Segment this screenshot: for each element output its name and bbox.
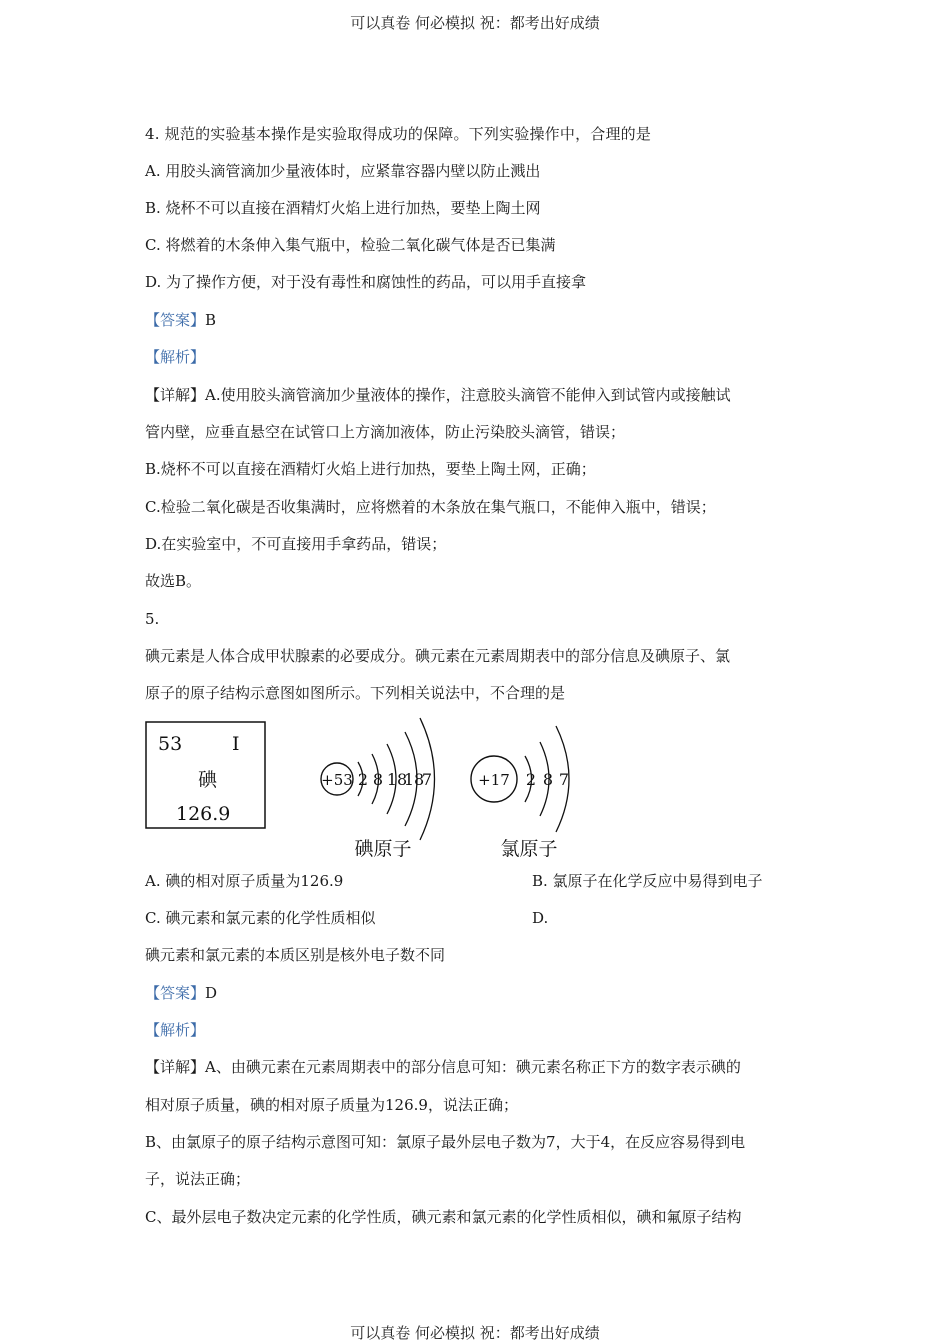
q4-stem: 4. 规范的实验基本操作是实验取得成功的保障。下列实验操作中，合理的是	[145, 125, 652, 143]
q4-option-c: C. 将燃着的木条伸入集气瓶中，检验二氧化碳气体是否已集满	[145, 236, 556, 254]
element-atomic-number: 53	[158, 733, 183, 755]
q5-detail-line-3: B、由氯原子的原子结构示意图可知：氯原子最外层电子数为7，大于4，在反应容易得到电	[145, 1133, 746, 1151]
q5-option-b: B. 氯原子在化学反应中易得到电子	[532, 872, 763, 890]
chlorine-caption: 氯原子	[500, 838, 558, 860]
q4-analysis-tag: 【解析】	[145, 348, 206, 366]
q5-answer-value: D	[205, 984, 218, 1002]
q4-answer	[145, 310, 216, 330]
q4-analysis	[145, 347, 205, 367]
q5-stem-line-2: 原子的原子结构示意图如图所示。下列相关说法中，不合理的是	[145, 684, 566, 702]
q5-option-d-label: D.	[532, 909, 549, 927]
q4-option-b: B. 烧杯不可以直接在酒精灯火焰上进行加热，要垫上陶土网	[145, 199, 541, 217]
q4-option-d: D. 为了操作方便，对于没有毒性和腐蚀性的药品，可以用手直接拿	[145, 273, 587, 291]
q5-detail-line-2: 相对原子质量，碘的相对原子质量为126.9，说法正确；	[145, 1096, 518, 1114]
element-name: 碘	[198, 769, 218, 791]
q4-option-a: A. 用胶头滴管滴加少量液体时，应紧靠容器内壁以防止溅出	[145, 162, 541, 180]
q5-detail-line-5: C、最外层电子数决定元素的化学性质，碘元素和氯元素的化学性质相似，碘和氟原子结构	[145, 1208, 742, 1226]
q4-detail-line-4: C.检验二氧化碳是否收集满时，应将燃着的木条放在集气瓶口，不能伸入瓶中，错误；	[145, 498, 716, 516]
q5-figure	[140, 712, 600, 862]
iodine-shell-count-5: 7	[421, 770, 433, 789]
element-symbol: I	[232, 733, 240, 755]
chlorine-shell-count-2: 8	[542, 770, 554, 789]
q5-analysis-tag: 【解析】	[145, 1021, 206, 1039]
q4-answer-tag: 【答案】	[145, 311, 206, 329]
iodine-nucleus-charge: +53	[321, 771, 353, 789]
q5-analysis	[145, 1020, 205, 1040]
q5-option-a: A. 碘的相对原子质量为126.9	[145, 872, 344, 890]
q5-detail-text-1: A、由碘元素在元素周期表中的部分信息可知：碘元素名称正下方的数字表示碘的	[205, 1058, 741, 1076]
chlorine-nucleus-charge: +17	[478, 771, 510, 789]
q5-detail-line-4: 子，说法正确；	[145, 1170, 251, 1188]
iodine-shell-count-3: 18	[386, 770, 408, 789]
q4-detail-line-1	[145, 385, 731, 405]
q4-detail-line-3: B.烧杯不可以直接在酒精灯火焰上进行加热，要垫上陶土网，正确；	[145, 460, 596, 478]
q5-number: 5.	[145, 610, 160, 628]
q5-stem-line-1: 碘元素是人体合成甲状腺素的必要成分。碘元素在元素周期表中的部分信息及碘原子、氯	[145, 647, 731, 665]
header-watermark: 可以真卷 何必模拟 祝：都考出好成绩	[350, 14, 600, 32]
iodine-shell-count-4: 18	[403, 770, 425, 789]
q4-detail-line-6: 故选B。	[145, 572, 202, 590]
q5-answer	[145, 983, 217, 1003]
q4-detail-line-5: D.在实验室中，不可直接用手拿药品，错误；	[145, 535, 447, 553]
q5-detail-line-1	[145, 1057, 741, 1077]
q5-detail-tag: 【详解】	[145, 1058, 206, 1076]
q4-answer-value: B	[205, 311, 217, 329]
element-mass: 126.9	[176, 803, 231, 825]
footer-watermark: 可以真卷 何必模拟 祝：都考出好成绩	[350, 1324, 600, 1342]
q4-detail-tag: 【详解】	[145, 386, 206, 404]
q4-detail-line-2: 管内壁，应垂直悬空在试管口上方滴加液体，防止污染胶头滴管，错误；	[145, 423, 626, 441]
q5-answer-tag: 【答案】	[145, 984, 206, 1002]
chlorine-shell-count-3: 7	[558, 770, 570, 789]
iodine-caption: 碘原子	[354, 838, 412, 860]
iodine-shell-count-2: 8	[372, 770, 384, 789]
q4-detail-text-1: A.使用胶头滴管滴加少量液体的操作，注意胶头滴管不能伸入到试管内或接触试	[205, 386, 731, 404]
q5-option-d-text: 碘元素和氯元素的本质区别是核外电子数不同	[145, 946, 446, 964]
iodine-shell-count-1: 2	[357, 770, 369, 789]
chlorine-shell-count-1: 2	[525, 770, 537, 789]
q5-option-c: C. 碘元素和氯元素的化学性质相似	[145, 909, 376, 927]
